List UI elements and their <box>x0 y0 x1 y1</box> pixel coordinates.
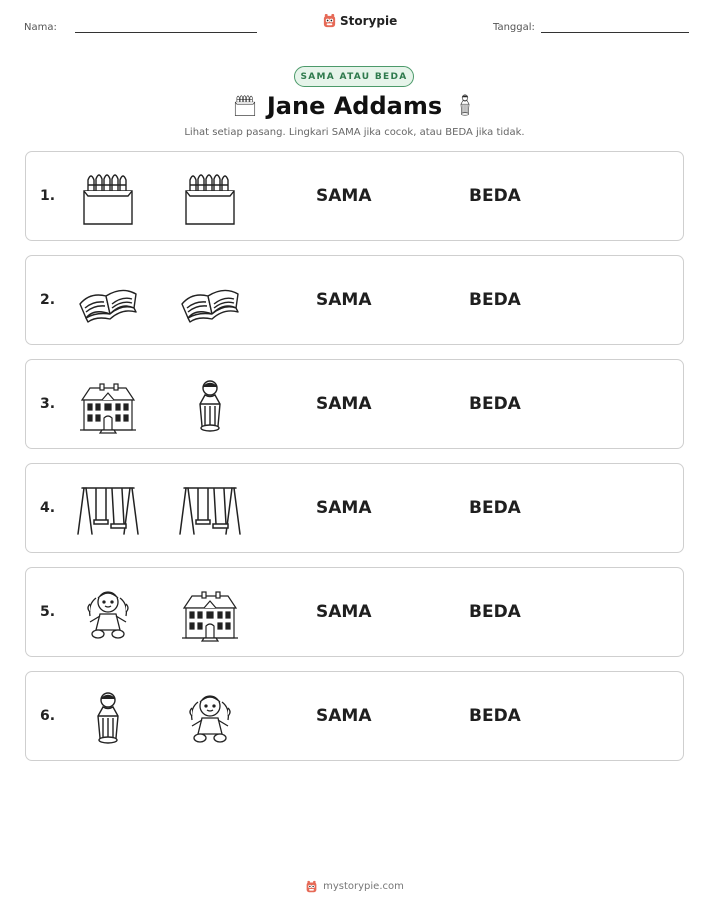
instructions: Lihat setiap pasang. Lingkari SAMA jika cocok, atau BEDA jika tidak. <box>184 127 525 138</box>
question-row <box>25 671 684 761</box>
same-option[interactable]: SAMA <box>316 498 372 518</box>
house-icon <box>178 586 242 642</box>
swing-icon <box>76 482 140 538</box>
crayons-icon <box>178 170 242 226</box>
brand-name: Storypie <box>340 13 398 28</box>
different-option[interactable]: BEDA <box>469 706 521 726</box>
doll-icon <box>76 690 140 746</box>
book-icon <box>178 274 242 330</box>
same-option[interactable]: SAMA <box>316 186 372 206</box>
house-icon <box>76 378 140 434</box>
activity-badge: SAMA ATAU BEDA <box>294 66 414 87</box>
rag-doll-icon <box>178 690 242 746</box>
doll-icon <box>178 378 242 434</box>
date-label: Tanggal: <box>493 22 535 33</box>
different-option[interactable]: BEDA <box>469 602 521 622</box>
different-option[interactable]: BEDA <box>469 394 521 414</box>
question-number: 1. <box>40 188 56 204</box>
different-option[interactable]: BEDA <box>469 186 521 206</box>
book-icon <box>76 274 140 330</box>
same-option[interactable]: SAMA <box>316 706 372 726</box>
question-number: 5. <box>40 604 56 620</box>
question-row <box>25 255 684 345</box>
question-row <box>25 463 684 553</box>
name-line[interactable] <box>75 18 257 33</box>
swing-icon <box>178 482 242 538</box>
question-row <box>25 151 684 241</box>
question-row <box>25 359 684 449</box>
footer <box>0 880 709 893</box>
different-option[interactable]: BEDA <box>469 498 521 518</box>
question-number: 2. <box>40 292 56 308</box>
crayons-icon <box>76 170 140 226</box>
brand-logo <box>322 13 397 28</box>
different-option[interactable]: BEDA <box>469 290 521 310</box>
storypie-logo-icon <box>322 13 337 28</box>
question-row <box>25 567 684 657</box>
question-number: 4. <box>40 500 56 516</box>
page-title: Jane Addams <box>266 92 443 120</box>
date-line[interactable] <box>541 18 689 33</box>
question-number: 3. <box>40 396 56 412</box>
question-number: 6. <box>40 708 56 724</box>
name-label: Nama: <box>24 22 57 33</box>
same-option[interactable]: SAMA <box>316 394 372 414</box>
storypie-logo-icon <box>305 880 318 893</box>
date-field <box>493 18 689 33</box>
footer-url: mystorypie.com <box>323 881 404 892</box>
same-option[interactable]: SAMA <box>316 290 372 310</box>
same-option[interactable]: SAMA <box>316 602 372 622</box>
rag-doll-icon <box>76 586 140 642</box>
name-field <box>24 18 257 33</box>
doll-icon <box>452 90 478 120</box>
